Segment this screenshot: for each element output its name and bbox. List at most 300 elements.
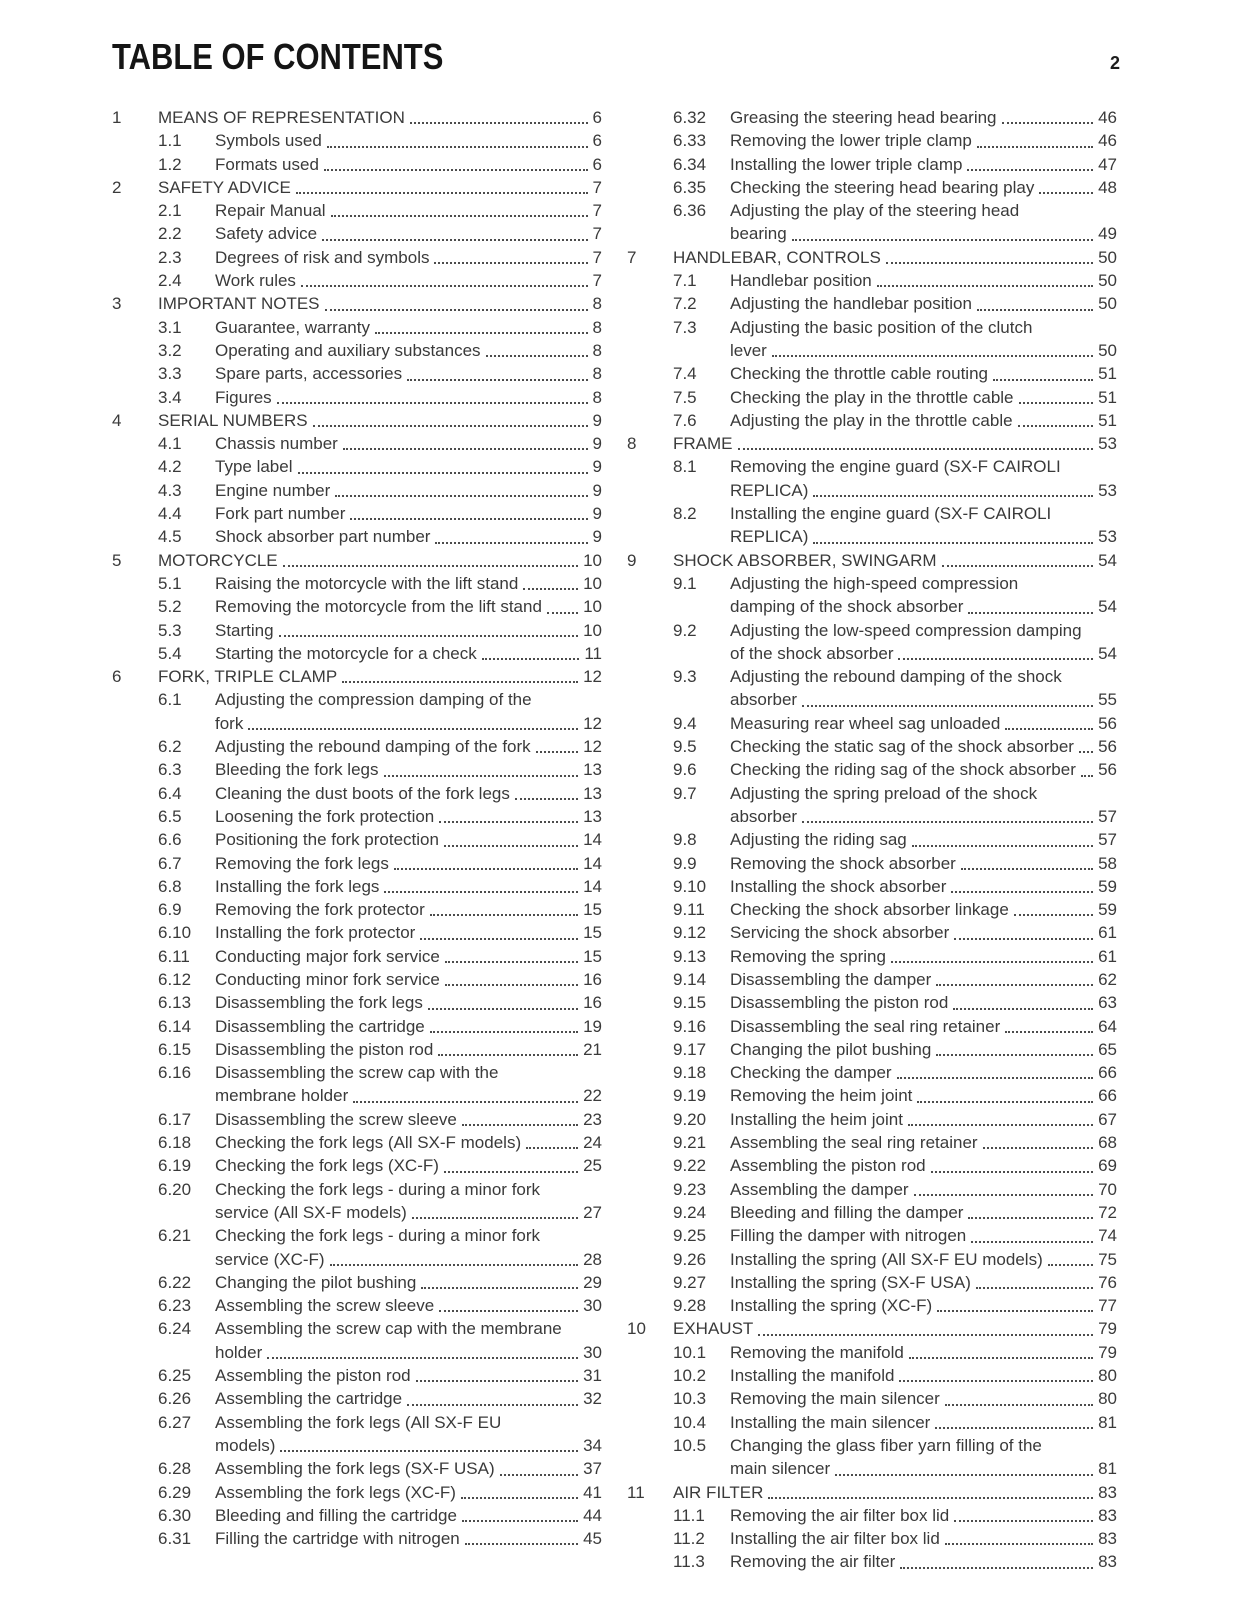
entry-number: 5.4 — [158, 643, 182, 663]
dot-leader — [909, 1357, 1093, 1359]
entry-title: Removing the lower triple clamp — [730, 131, 972, 151]
toc-entry — [627, 1178, 1117, 1201]
entry-title: Handlebar position — [730, 271, 872, 291]
toc-line — [673, 106, 1117, 129]
toc-line — [673, 176, 1117, 199]
entry-page: 31 — [583, 1366, 602, 1386]
toc-entry — [112, 1387, 602, 1410]
entry-title: Checking the static sag of the shock absorber — [730, 737, 1074, 757]
toc-entry — [627, 1434, 1117, 1481]
toc-line — [673, 479, 1117, 502]
toc-line — [158, 199, 602, 222]
entry-title: Type label — [215, 457, 293, 477]
toc-entry — [627, 176, 1117, 199]
toc-line — [673, 1201, 1117, 1224]
dot-leader — [462, 1124, 578, 1126]
toc-entry — [627, 1201, 1117, 1224]
entry-number: 9.21 — [673, 1133, 707, 1153]
toc-entry — [112, 386, 602, 409]
toc-line — [158, 968, 602, 991]
toc-entry — [112, 269, 602, 292]
dot-leader — [792, 239, 1093, 241]
entry-number: 9.1 — [673, 573, 697, 593]
toc-entry — [112, 828, 602, 851]
entry-number: 2.2 — [158, 224, 182, 244]
entry-number: 7.6 — [673, 410, 697, 430]
toc-entry — [112, 1224, 602, 1271]
dot-leader — [1081, 775, 1093, 777]
toc-entry — [112, 502, 602, 525]
dot-leader — [945, 1543, 1093, 1545]
entry-number: 6.18 — [158, 1133, 192, 1153]
toc-line — [673, 1434, 1117, 1457]
toc-line — [158, 1317, 602, 1340]
toc-line — [673, 1527, 1117, 1550]
entry-title: Positioning the fork protection — [215, 830, 439, 850]
dot-leader — [900, 1567, 1093, 1569]
toc-entry — [627, 106, 1117, 129]
entry-page: 56 — [1098, 737, 1117, 757]
entry-page: 79 — [1098, 1342, 1117, 1362]
toc-line — [158, 1131, 602, 1154]
dot-leader — [407, 379, 587, 381]
dot-leader — [936, 984, 1093, 986]
toc-line — [158, 805, 602, 828]
entry-title: MEANS OF REPRESENTATION — [158, 108, 405, 127]
entry-title: Safety advice — [215, 224, 318, 244]
entry-title: Bleeding the fork legs — [215, 760, 379, 780]
entry-title: Repair Manual — [215, 201, 326, 221]
toc-line — [158, 386, 602, 409]
dot-leader — [439, 1310, 578, 1312]
toc-entry — [627, 945, 1117, 968]
entry-number: 8.1 — [673, 457, 697, 477]
entry-title: Starting — [215, 620, 274, 640]
toc-line — [112, 665, 602, 688]
entry-number: 9.12 — [673, 923, 707, 943]
dot-leader — [967, 169, 1093, 171]
toc-entry — [112, 665, 602, 688]
toc-line — [673, 339, 1117, 362]
toc-line — [158, 1271, 602, 1294]
toc-line — [158, 898, 602, 921]
entry-page: 50 — [1098, 271, 1117, 291]
entry-page: 81 — [1098, 1412, 1117, 1432]
entry-number: 6.3 — [158, 760, 182, 780]
entry-number: 5.1 — [158, 573, 182, 593]
entry-number: 6.17 — [158, 1109, 192, 1129]
toc-line — [158, 572, 602, 595]
dot-leader — [942, 565, 1094, 567]
dot-leader — [897, 1077, 1093, 1079]
dot-leader — [394, 868, 578, 870]
entry-page: 76 — [1098, 1272, 1117, 1292]
dot-leader — [954, 938, 1093, 940]
entry-number: 11.2 — [673, 1529, 705, 1549]
entry-number: 10.3 — [673, 1389, 707, 1409]
entry-page: 32 — [583, 1389, 602, 1409]
entry-page: 50 — [1098, 294, 1117, 314]
entry-number: 6.23 — [158, 1296, 192, 1316]
entry-number: 3.4 — [158, 387, 182, 407]
toc-line — [158, 991, 602, 1014]
entry-page: 25 — [583, 1156, 602, 1176]
entry-number: 6.12 — [158, 969, 192, 989]
entry-title: Installing the engine guard (SX-F CAIROLI — [730, 504, 1052, 524]
toc-line — [673, 1015, 1117, 1038]
dot-leader — [899, 1380, 1093, 1382]
dot-leader — [461, 1497, 578, 1499]
entry-page: 7 — [592, 177, 602, 197]
entry-page: 53 — [1098, 527, 1117, 547]
entry-number: 9.14 — [673, 969, 707, 989]
toc-line — [158, 782, 602, 805]
page-header — [112, 0, 1120, 78]
dot-leader — [482, 658, 580, 660]
toc-line — [158, 1084, 602, 1107]
toc-entry — [627, 1271, 1117, 1294]
dot-leader — [435, 542, 587, 544]
entry-number: 6.25 — [158, 1366, 192, 1386]
dot-leader — [937, 1310, 1093, 1312]
toc-line — [158, 852, 602, 875]
entry-page: 34 — [583, 1435, 602, 1455]
entry-title: Shock absorber part number — [215, 527, 431, 547]
toc-entry — [627, 1154, 1117, 1177]
dot-leader — [951, 891, 1093, 893]
toc-entry — [112, 852, 602, 875]
entry-number: 9.6 — [673, 760, 697, 780]
entry-title: Checking the damper — [730, 1063, 892, 1083]
entry-number: 6.7 — [158, 853, 182, 873]
toc-line — [673, 852, 1117, 875]
entry-number: 6.20 — [158, 1179, 192, 1199]
entry-title: Assembling the damper — [730, 1179, 909, 1199]
entry-number: 1 — [112, 108, 122, 127]
toc-line — [673, 455, 1117, 478]
entry-title: Checking the fork legs - during a minor fork — [215, 1179, 541, 1199]
entry-number: 9.9 — [673, 853, 697, 873]
entry-page: 54 — [1098, 550, 1117, 570]
toc-entry — [627, 875, 1117, 898]
toc-entry — [112, 246, 602, 269]
entry-title: Guarantee, warranty — [215, 317, 370, 337]
toc-line — [158, 1411, 602, 1434]
toc-entry — [627, 852, 1117, 875]
toc-line — [673, 1131, 1117, 1154]
toc-columns — [112, 106, 1236, 1574]
entry-title: Assembling the fork legs (XC-F) — [215, 1482, 456, 1502]
entry-title: Removing the air filter box lid — [730, 1505, 950, 1525]
toc-entry — [112, 945, 602, 968]
entry-title: Checking the riding sag of the shock absorber — [730, 760, 1076, 780]
toc-entry — [112, 549, 602, 572]
entry-title: Removing the air filter — [730, 1552, 896, 1572]
dot-leader — [1005, 728, 1093, 730]
toc-line — [673, 1224, 1117, 1247]
toc-line — [158, 246, 602, 269]
toc-line — [158, 1457, 602, 1480]
toc-line — [673, 1084, 1117, 1107]
entry-title: Filling the cartridge with nitrogen — [215, 1529, 460, 1549]
toc-entry — [627, 362, 1117, 385]
entry-title: service (XC-F) — [215, 1249, 325, 1269]
toc-line — [673, 688, 1117, 711]
entry-title: Checking the steering head bearing play — [730, 177, 1035, 197]
entry-number: 8.2 — [673, 504, 697, 524]
entry-title: Fork part number — [215, 504, 346, 524]
toc-line — [673, 642, 1117, 665]
entry-title: Bleeding and filling the damper — [730, 1202, 964, 1222]
entry-page: 12 — [583, 667, 602, 687]
dot-leader — [1018, 425, 1094, 427]
toc-entry — [112, 1038, 602, 1061]
entry-page: 13 — [583, 760, 602, 780]
toc-entry — [627, 968, 1117, 991]
dot-leader — [280, 1450, 578, 1452]
entry-title: Removing the motorcycle from the lift stand — [215, 597, 542, 617]
dot-leader — [768, 1497, 1093, 1499]
toc-entry — [627, 1387, 1117, 1410]
entry-title: Installing the manifold — [730, 1366, 895, 1386]
dot-leader — [416, 1380, 578, 1382]
dot-leader — [428, 1008, 578, 1010]
toc-entry — [627, 386, 1117, 409]
toc-entry — [112, 782, 602, 805]
entry-number: 6.29 — [158, 1482, 192, 1502]
entry-number: 9 — [627, 550, 637, 570]
dot-leader — [445, 961, 578, 963]
entry-number: 2.3 — [158, 247, 182, 267]
entry-number: 3.3 — [158, 364, 182, 384]
entry-number: 7 — [627, 247, 637, 267]
toc-entry — [627, 921, 1117, 944]
entry-title: Changing the pilot bushing — [215, 1272, 417, 1292]
toc-entry — [112, 572, 602, 595]
entry-number: 6.9 — [158, 900, 182, 920]
entry-page: 16 — [583, 969, 602, 989]
entry-number: 6.28 — [158, 1459, 192, 1479]
toc-entry — [112, 129, 602, 152]
toc-entry — [627, 1481, 1117, 1504]
entry-title: holder — [215, 1342, 263, 1362]
dot-leader — [283, 565, 578, 567]
entry-page: 75 — [1098, 1249, 1117, 1269]
toc-entry — [627, 129, 1117, 152]
toc-entry — [627, 1550, 1117, 1573]
toc-entry — [627, 549, 1117, 572]
dot-leader — [279, 635, 578, 637]
toc-entry — [627, 619, 1117, 666]
entry-title: models) — [215, 1435, 276, 1455]
entry-page: 16 — [583, 993, 602, 1013]
toc-line — [158, 1364, 602, 1387]
dot-leader — [343, 448, 588, 450]
toc-line — [158, 921, 602, 944]
dot-leader — [536, 751, 578, 753]
toc-line — [673, 1271, 1117, 1294]
toc-line — [627, 432, 1117, 455]
entry-page: 14 — [583, 853, 602, 873]
toc-entry — [112, 1294, 602, 1317]
entry-title: absorber — [730, 806, 798, 826]
entry-title: Assembling the piston rod — [215, 1366, 411, 1386]
entry-number: 3.1 — [158, 317, 182, 337]
toc-line — [158, 1154, 602, 1177]
toc-entry — [112, 758, 602, 781]
entry-page: 44 — [583, 1505, 602, 1525]
entry-number: 7.2 — [673, 294, 697, 314]
toc-entry — [112, 991, 602, 1014]
entry-page: 28 — [583, 1249, 602, 1269]
toc-line — [673, 735, 1117, 758]
entry-number: 2.4 — [158, 271, 182, 291]
entry-title: Assembling the piston rod — [730, 1156, 926, 1176]
toc-entry — [112, 642, 602, 665]
entry-number: 9.16 — [673, 1016, 707, 1036]
toc-entry — [627, 502, 1117, 549]
entry-title: SERIAL NUMBERS — [158, 410, 308, 430]
entry-title: Installing the fork legs — [215, 876, 380, 896]
toc-line — [158, 735, 602, 758]
toc-line — [673, 968, 1117, 991]
entry-page: 15 — [583, 923, 602, 943]
entry-number: 4 — [112, 410, 122, 430]
entry-title: Removing the manifold — [730, 1342, 904, 1362]
entry-number: 6.27 — [158, 1412, 192, 1432]
toc-entry — [627, 572, 1117, 619]
entry-title: Adjusting the play of the steering head — [730, 201, 1020, 221]
dot-leader — [1048, 1264, 1093, 1266]
entry-page: 14 — [583, 876, 602, 896]
entry-title: Figures — [215, 387, 272, 407]
entry-title: Adjusting the rebound damping of the fork — [215, 737, 531, 757]
entry-title: REPLICA) — [730, 480, 809, 500]
dot-leader — [953, 1008, 1093, 1010]
entry-title: Cleaning the dust boots of the fork legs — [215, 783, 510, 803]
entry-page: 8 — [592, 340, 602, 360]
dot-leader — [1039, 192, 1093, 194]
entry-title: Disassembling the piston rod — [215, 1039, 434, 1059]
entry-page: 51 — [1098, 364, 1117, 384]
dot-leader — [1002, 122, 1094, 124]
toc-entry — [627, 1224, 1117, 1247]
entry-page: 72 — [1098, 1202, 1117, 1222]
entry-number: 10.4 — [673, 1412, 707, 1432]
entry-page: 24 — [583, 1133, 602, 1153]
toc-line — [158, 1434, 602, 1457]
entry-title: Adjusting the high-speed compression — [730, 573, 1019, 593]
dot-leader — [758, 1334, 1093, 1336]
entry-title: Loosening the fork protection — [215, 806, 435, 826]
entry-number: 9.19 — [673, 1086, 707, 1106]
toc-entry — [627, 782, 1117, 829]
toc-line — [112, 292, 602, 315]
entry-number: 7.1 — [673, 271, 697, 291]
toc-line — [158, 642, 602, 665]
dot-leader — [802, 705, 1093, 707]
entry-number: 10 — [627, 1319, 646, 1339]
entry-title: Assembling the seal ring retainer — [730, 1133, 978, 1153]
toc-entry — [112, 1061, 602, 1108]
toc-entry — [627, 1131, 1117, 1154]
toc-entry — [627, 269, 1117, 292]
entry-title: Chassis number — [215, 434, 338, 454]
entry-title: Spare parts, accessories — [215, 364, 403, 384]
entry-number: 11 — [627, 1482, 645, 1502]
toc-line — [158, 502, 602, 525]
dot-leader — [993, 379, 1093, 381]
entry-title: REPLICA) — [730, 527, 809, 547]
entry-number: 6.21 — [158, 1226, 192, 1246]
entry-number: 9.3 — [673, 667, 697, 687]
entry-page: 68 — [1098, 1133, 1117, 1153]
dot-leader — [298, 472, 588, 474]
entry-number: 6.33 — [673, 131, 707, 151]
entry-title: Symbols used — [215, 131, 322, 151]
entry-number: 6.14 — [158, 1016, 192, 1036]
dot-leader — [1005, 1031, 1093, 1033]
entry-title: Greasing the steering head bearing — [730, 108, 997, 127]
entry-title: Checking the fork legs (All SX-F models) — [215, 1133, 522, 1153]
entry-number: 5.2 — [158, 597, 182, 617]
entry-number: 5 — [112, 550, 122, 570]
entry-number: 9.24 — [673, 1202, 707, 1222]
toc-line — [158, 945, 602, 968]
dot-leader — [430, 1031, 578, 1033]
entry-page: 9 — [592, 457, 602, 477]
entry-page: 55 — [1098, 690, 1117, 710]
dot-leader — [248, 728, 578, 730]
dot-leader — [267, 1357, 578, 1359]
toc-entry — [112, 1317, 602, 1364]
entry-title: SAFETY ADVICE — [158, 177, 291, 197]
entry-title: Checking the play in the throttle cable — [730, 387, 1014, 407]
toc-line — [673, 292, 1117, 315]
dot-leader — [407, 1404, 578, 1406]
entry-page: 62 — [1098, 969, 1117, 989]
toc-entry — [112, 1108, 602, 1131]
entry-title: Filling the damper with nitrogen — [730, 1226, 967, 1246]
entry-title: Engine number — [215, 480, 331, 500]
entry-page: 83 — [1098, 1505, 1117, 1525]
dot-leader — [886, 262, 1093, 264]
toc-line — [158, 479, 602, 502]
toc-entry — [627, 735, 1117, 758]
dot-leader — [324, 169, 588, 171]
entry-title: Assembling the fork legs (SX-F USA) — [215, 1459, 495, 1479]
toc-line — [158, 1015, 602, 1038]
dot-leader — [891, 961, 1093, 963]
toc-line — [158, 316, 602, 339]
entry-number: 6.34 — [673, 154, 707, 174]
toc-line — [158, 222, 602, 245]
entry-number: 9.23 — [673, 1179, 707, 1199]
toc-line — [158, 1504, 602, 1527]
entry-title: Removing the fork protector — [215, 900, 425, 920]
entry-page: 65 — [1098, 1039, 1117, 1059]
toc-line — [673, 362, 1117, 385]
entry-title: FORK, TRIPLE CLAMP — [158, 667, 338, 687]
entry-number: 9.5 — [673, 737, 697, 757]
toc-entry — [627, 409, 1117, 432]
toc-entry — [112, 1271, 602, 1294]
entry-title: Adjusting the spring preload of the shock — [730, 783, 1038, 803]
entry-number: 11.1 — [673, 1505, 705, 1525]
dot-leader — [301, 285, 588, 287]
entry-title: Disassembling the screw sleeve — [215, 1109, 457, 1129]
toc-line — [158, 1108, 602, 1131]
